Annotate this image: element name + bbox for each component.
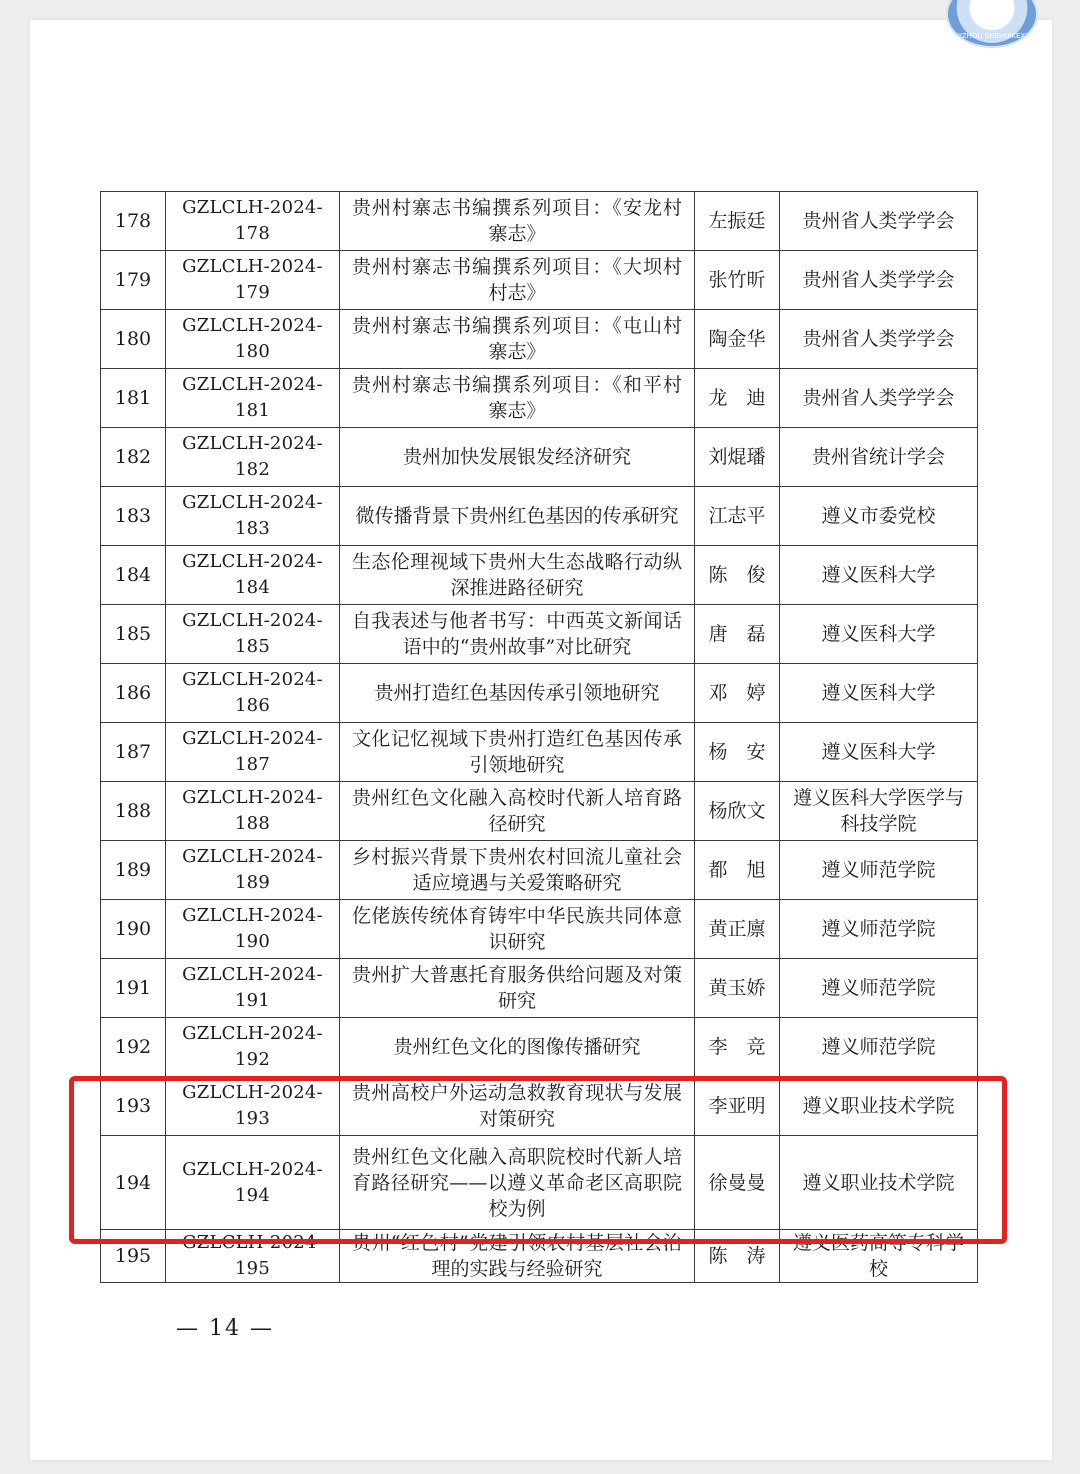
project-unit: 贵州省人类学学会 [780,251,978,310]
project-table [100,191,978,1283]
project-code: GZLCLH-2024-186 [166,664,340,723]
project-unit: 遵义医科大学医学与科技学院 [780,782,978,841]
table-row [101,310,978,369]
project-unit: 遵义师范学院 [780,1018,978,1077]
project-leader: 左振廷 [695,192,780,251]
project-title: 贵州红色文化融入高职院校时代新人培育路径研究——以遵义革命老区高职院校为例 [340,1136,695,1230]
row-number: 185 [101,605,166,664]
project-leader: 都 旭 [695,841,780,900]
project-code: GZLCLH-2024-188 [166,782,340,841]
table-row [101,428,978,487]
project-title: 微传播背景下贵州红色基因的传承研究 [340,487,695,546]
row-number: 192 [101,1018,166,1077]
row-number: 187 [101,723,166,782]
project-code: GZLCLH-2024-192 [166,1018,340,1077]
row-number: 191 [101,959,166,1018]
table-row [101,251,978,310]
row-number: 182 [101,428,166,487]
project-leader: 唐 磊 [695,605,780,664]
project-leader: 张竹昕 [695,251,780,310]
project-leader: 杨欣文 [695,782,780,841]
project-leader: 李亚明 [695,1077,780,1136]
project-code: GZLCLH-2024-193 [166,1077,340,1136]
project-code: GZLCLH-2024-179 [166,251,340,310]
project-title: 仡佬族传统体育铸牢中华民族共同体意识研究 [340,900,695,959]
project-unit: 遵义医科大学 [780,723,978,782]
project-leader: 龙 迪 [695,369,780,428]
project-unit: 遵义医药高等专科学校 [780,1230,978,1283]
project-leader: 江志平 [695,487,780,546]
project-title: 贵州村寨志书编撰系列项目：《大坝村村志》 [340,251,695,310]
project-title: 贵州村寨志书编撰系列项目：《屯山村寨志》 [340,310,695,369]
project-title: 贵州村寨志书编撰系列项目：《和平村寨志》 [340,369,695,428]
project-code: GZLCLH-2024-183 [166,487,340,546]
project-title: 贵州红色文化的图像传播研究 [340,1018,695,1077]
project-leader: 陶金华 [695,310,780,369]
table-row [101,546,978,605]
table-row [101,1077,978,1136]
project-leader: 黄玉娇 [695,959,780,1018]
table-row [101,487,978,546]
project-unit: 遵义师范学院 [780,900,978,959]
row-number: 190 [101,900,166,959]
table-row [101,605,978,664]
row-number: 189 [101,841,166,900]
journal-logo [946,0,1038,48]
project-unit: 遵义职业技术学院 [780,1077,978,1136]
project-unit: 贵州省人类学学会 [780,310,978,369]
table-row [101,1230,978,1283]
row-number: 186 [101,664,166,723]
project-leader: 李 竞 [695,1018,780,1077]
project-unit: 遵义医科大学 [780,664,978,723]
table-row [101,664,978,723]
project-leader: 陈 俊 [695,546,780,605]
project-code: GZLCLH-2024-191 [166,959,340,1018]
project-unit: 遵义医科大学 [780,546,978,605]
project-code: GZLCLH-2024-190 [166,900,340,959]
project-unit: 遵义师范学院 [780,841,978,900]
project-title: 贵州红色文化融入高校时代新人培育路径研究 [340,782,695,841]
project-code: GZLCLH-2024-187 [166,723,340,782]
page-number: — 14 — [176,1316,274,1341]
table-row [101,192,978,251]
table-row [101,723,978,782]
project-leader: 黄正廪 [695,900,780,959]
project-unit: 遵义医科大学 [780,605,978,664]
project-unit: 贵州省统计学会 [780,428,978,487]
table-row [101,782,978,841]
project-title: 贵州扩大普惠托育服务供给问题及对策研究 [340,959,695,1018]
project-title: 贵州加快发展银发经济研究 [340,428,695,487]
project-code: GZLCLH-2024-182 [166,428,340,487]
project-code: GZLCLH-2024-194 [166,1136,340,1230]
project-title: 乡村振兴背景下贵州农村回流儿童社会适应境遇与关爱策略研究 [340,841,695,900]
project-code: GZLCLH-2024-181 [166,369,340,428]
project-title: 生态伦理视域下贵州大生态战略行动纵深推进路径研究 [340,546,695,605]
project-table-body [101,192,978,1283]
table-row [101,369,978,428]
project-title: 贵州“红色村”党建引领农村基层社会治理的实践与经验研究 [340,1230,695,1283]
row-number: 181 [101,369,166,428]
project-unit: 遵义市委党校 [780,487,978,546]
row-number: 184 [101,546,166,605]
project-leader: 刘焜璠 [695,428,780,487]
row-number: 195 [101,1230,166,1283]
project-code: GZLCLH-2024-184 [166,546,340,605]
project-title: 文化记忆视域下贵州打造红色基因传承引领地研究 [340,723,695,782]
project-unit: 贵州省人类学学会 [780,192,978,251]
project-unit: 遵义职业技术学院 [780,1136,978,1230]
project-code: GZLCLH-2024-185 [166,605,340,664]
table-row [101,900,978,959]
project-leader: 陈 涛 [695,1230,780,1283]
project-leader: 杨 安 [695,723,780,782]
row-number: 193 [101,1077,166,1136]
table-row [101,1018,978,1077]
row-number: 178 [101,192,166,251]
row-number: 194 [101,1136,166,1230]
project-title: 自我表述与他者书写：中西英文新闻话语中的“贵州故事”对比研究 [340,605,695,664]
project-code: GZLCLH-2024-178 [166,192,340,251]
table-row [101,1136,978,1230]
project-unit: 贵州省人类学学会 [780,369,978,428]
project-title: 贵州高校户外运动急救教育现状与发展对策研究 [340,1077,695,1136]
project-code: GZLCLH-2024-180 [166,310,340,369]
project-leader: 徐曼曼 [695,1136,780,1230]
row-number: 183 [101,487,166,546]
project-title: 贵州村寨志书编撰系列项目：《安龙村寨志》 [340,192,695,251]
project-code: GZLCLH-2024-195 [166,1230,340,1283]
project-title: 贵州打造红色基因传承引领地研究 [340,664,695,723]
row-number: 188 [101,782,166,841]
row-number: 180 [101,310,166,369]
project-code: GZLCLH-2024-189 [166,841,340,900]
table-row [101,841,978,900]
table-row [101,959,978,1018]
logo-text: GUIZHOU SHEHUIKEXUE [949,32,1035,40]
row-number: 179 [101,251,166,310]
project-leader: 邓 婷 [695,664,780,723]
project-unit: 遵义师范学院 [780,959,978,1018]
